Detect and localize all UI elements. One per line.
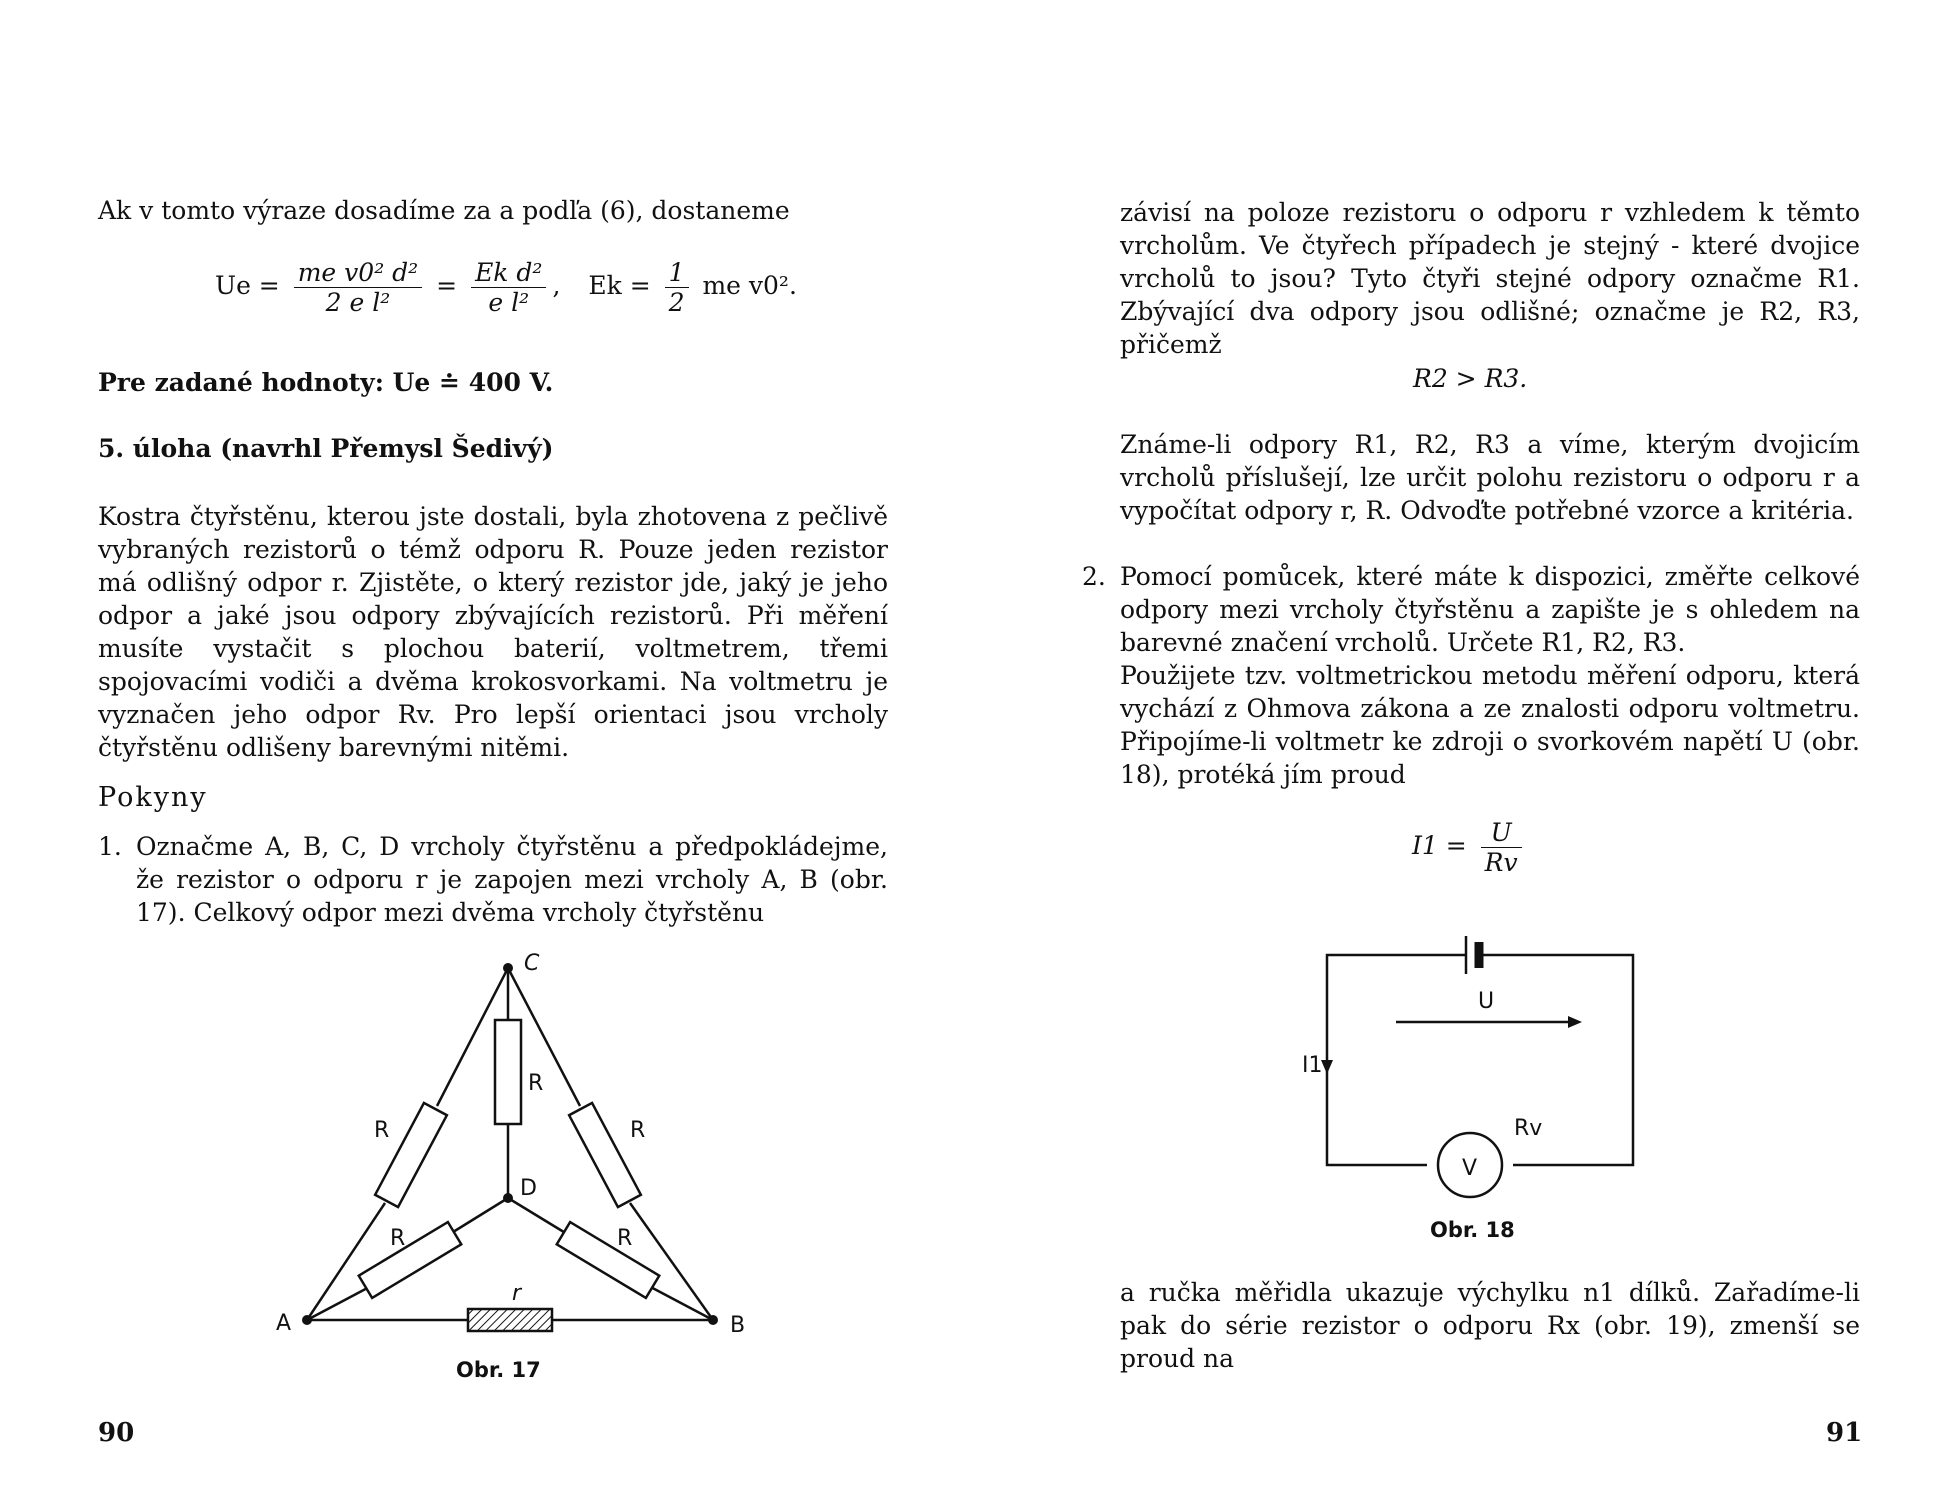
label-resistor-bd: R: [617, 1226, 633, 1251]
formula-i1-lhs: I1 =: [1412, 831, 1467, 860]
label-resistor-cd: R: [528, 1071, 544, 1096]
item-2-text-continued: Použijete tzv. voltmetrickou metodu měření odporu, která vychází z Ohmova zákona a ze znalosti odporu voltmetru. Připojíme-li voltmetr ke zdroji o svorkovém napětí U (obr. 18), protéká jím proud: [1120, 661, 1860, 789]
figure-18-caption: Obr. 18: [1430, 1218, 1515, 1242]
fraction-2-denominator: e l²: [488, 288, 530, 317]
label-voltage-u: U: [1478, 989, 1495, 1014]
inequality: R2 > R3.: [1413, 364, 1528, 393]
fraction-3-numerator: 1: [665, 258, 689, 288]
formula-sep: ,: [552, 271, 561, 300]
formula-lhs: Ue =: [215, 271, 280, 300]
item-1-text: Označme A, B, C, D vrcholy čtyřstěnu a předpokládejme, že rezistor o odporu r je zapojen mezi vrcholy A, B (obr. 17). Celkový odpor mezi dvěma vrcholy čtyřstěnu: [136, 832, 888, 927]
item-1-number: 1.: [98, 832, 122, 861]
voltage-arrow-head: [1568, 1016, 1582, 1028]
vertex-c-dot: [503, 963, 513, 973]
edge-ad-lower: [307, 1284, 375, 1320]
label-vertex-a: A: [276, 1311, 292, 1336]
right-page: [978, 0, 1956, 1500]
edge-bd-lower: [645, 1284, 713, 1320]
values-line: Pre zadané hodnoty: Ue ≐ 400 V.: [98, 368, 554, 397]
label-resistance-rv: Rv: [1514, 1116, 1543, 1141]
resistor-bd: [557, 1222, 660, 1298]
edge-bd-upper: [508, 1198, 572, 1237]
label-vertex-c: C: [524, 951, 540, 976]
task-paragraph: Kostra čtyřstěnu, kterou jste dostali, byla zhotovena z pečlivě vybraných rezistorů o témž odporu R. Pouze jeden rezistor má odlišný odpor r. Zjistěte, o který rezistor jde, jaký je jeho odpor a jaké jsou odpory zbývajících rezistorů. Při měření musíte vystačit s plochou baterií, voltmetrem, třemi spojovacími vodiči a dvěma krokosvorkami. Na voltmetru je vyznačen jeho odpor Rv. Pro lepší orientaci jsou vrcholy čtyřstěnu odlišeny barevnými nitěmi.: [98, 502, 888, 762]
formula-eq: =: [436, 271, 458, 300]
edge-cb-lower: [630, 1203, 713, 1320]
label-resistor-ad: R: [390, 1226, 406, 1251]
resistor-ad: [359, 1222, 462, 1298]
paragraph-1: závisí na poloze rezistoru o odporu r vzhledem k těmto vrcholům. Ve čtyřech případech je stejný - které dvojice vrcholů to jsou? Tyto čtyři stejné odpory označme R1. Zbývající dva odpory jsou odlišné; označme je R2, R3, přičemž: [1120, 198, 1860, 359]
vertex-a-dot: [302, 1315, 312, 1325]
fraction-1-numerator: me v0² d²: [294, 258, 422, 288]
pokyny-heading: Pokyny: [98, 782, 208, 813]
circuit-wire-left: [1327, 955, 1466, 1165]
current-arrow-head: [1321, 1060, 1333, 1074]
vertex-d-dot: [503, 1193, 513, 1203]
fraction-1-denominator: 2 e l²: [325, 288, 391, 317]
fraction-3-denominator: 2: [668, 288, 685, 317]
item-2-number: 2.: [1082, 562, 1106, 591]
formula-tail: me v0².: [702, 271, 797, 300]
paragraph-2: Známe-li odpory R1, R2, R3 a víme, kterým dvojicím vrcholů příslušejí, lze určit polohu rezistoru o odporu r a vypočítat odpory r, R. Odvoďte potřebné vzorce a kritéria.: [1120, 430, 1860, 525]
label-resistor-ab: r: [512, 1281, 522, 1306]
paragraph-3: a ručka měřidla ukazuje výchylku n1 dílků. Zařadíme-li pak do série rezistor o odporu Rx (obr. 19), zmenší se proud na: [1120, 1278, 1860, 1373]
label-vertex-d: D: [520, 1176, 537, 1201]
circuit-wire-right: [1482, 955, 1633, 1165]
page-number-left: 90: [98, 1418, 135, 1448]
fraction-2-numerator: Ek d²: [471, 258, 546, 288]
label-vertex-b: B: [730, 1313, 746, 1338]
formula-i1-denominator: Rv: [1484, 848, 1518, 877]
resistor-ab-r: [468, 1309, 552, 1331]
vertex-b-dot: [708, 1315, 718, 1325]
intro-line: Ak v tomto výraze dosadíme za a podľa (6), dostaneme: [98, 196, 790, 225]
item-2-text: Pomocí pomůcek, které máte k dispozici, změřte celkové odpory mezi vrcholy čtyřstěnu a zapište je s ohledem na barevné značení vrcholů. Určete R1, R2, R3.: [1120, 562, 1860, 657]
label-resistor-cb: R: [630, 1118, 646, 1143]
figure-18: [978, 0, 1956, 1500]
formula-i1-numerator: U: [1481, 818, 1522, 848]
label-resistor-ac: R: [374, 1118, 390, 1143]
task-title: 5. úloha (navrhl Přemysl Šedivý): [98, 434, 554, 463]
figure-17-caption: Obr. 17: [456, 1358, 541, 1382]
edge-ac-lower: [307, 1203, 385, 1320]
voltmeter-label: V: [1462, 1156, 1478, 1181]
label-current-i1: I1: [1302, 1053, 1323, 1078]
formula-ek: Ek =: [588, 271, 651, 300]
page-number-right: 91: [1826, 1418, 1863, 1448]
resistor-cd: [495, 1020, 521, 1124]
